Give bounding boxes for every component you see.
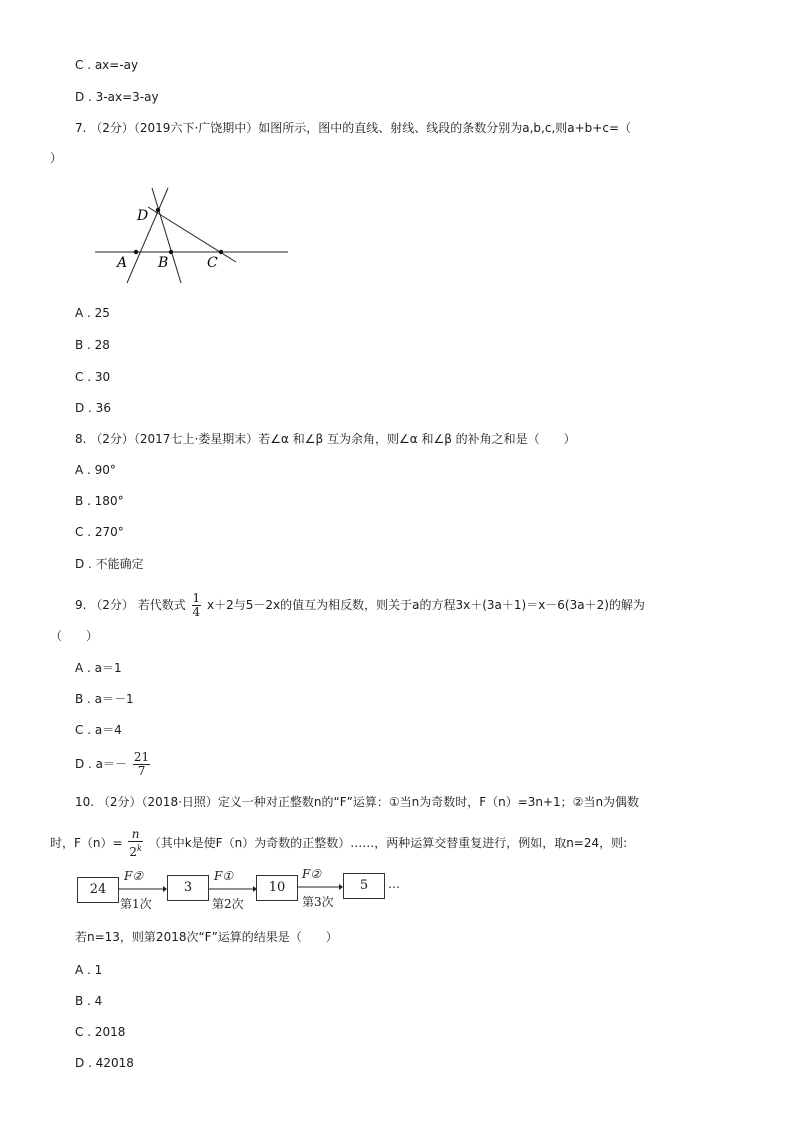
q6-option-c: C . ax=-ay bbox=[75, 58, 139, 72]
q9-option-d-den: 7 bbox=[137, 764, 146, 778]
q7-option-b: B . 28 bbox=[75, 338, 110, 352]
label-d: D bbox=[137, 208, 149, 224]
label-b: B bbox=[158, 255, 169, 271]
flow-box-4: 5 bbox=[343, 873, 385, 899]
q10-line2-suffix: （其中k是使F（n）为奇数的正整数）……，两种运算交替重复进行，例如，取n=24，则: bbox=[148, 836, 628, 850]
flow-box-1: 24 bbox=[77, 877, 119, 903]
flow-step-1: 第1次 bbox=[120, 897, 152, 911]
q7-option-c: C . 30 bbox=[75, 370, 111, 384]
flow-ellipsis: … bbox=[388, 877, 400, 891]
q9-stem-cont: （ ） bbox=[50, 629, 99, 643]
q9-fraction-num: 1 bbox=[192, 591, 201, 605]
q10-fraction-exp: k bbox=[137, 844, 142, 853]
q8-option-b: B . 180° bbox=[75, 494, 124, 508]
q7-option-a: A . 25 bbox=[75, 306, 110, 320]
ray-d-c bbox=[148, 207, 236, 262]
q9-stem-prefix: 9. （2分） 若代数式 bbox=[75, 598, 186, 612]
q7-stem-cont: ） bbox=[50, 151, 63, 165]
q9-option-c: C . a＝4 bbox=[75, 723, 122, 737]
flow-step-2: 第2次 bbox=[212, 897, 244, 911]
q9-fraction-den: 4 bbox=[192, 605, 201, 619]
flow-op-1: F② bbox=[124, 869, 144, 883]
q10-stem: 10. （2分）（2018·日照）定义一种对正整数n的“F”运算：①当n为奇数时，F（n）=3n+1；②当n为偶数 bbox=[75, 795, 640, 809]
q7-option-d: D . 36 bbox=[75, 401, 111, 415]
q9-option-a: A . a＝1 bbox=[75, 661, 122, 675]
q10-option-a: A . 1 bbox=[75, 963, 103, 977]
q10-option-b: B . 4 bbox=[75, 994, 103, 1008]
q10-stem-line2 bbox=[50, 826, 627, 860]
q10-option-c: C . 2018 bbox=[75, 1025, 126, 1039]
q10-fraction-den bbox=[128, 842, 143, 859]
point-b bbox=[169, 250, 173, 254]
q6-option-d: D . 3-ax=3-ay bbox=[75, 90, 159, 104]
q9-option-d-fraction bbox=[133, 751, 150, 778]
q10-fraction-num: n bbox=[128, 828, 143, 842]
flow-box-3: 10 bbox=[256, 875, 298, 901]
q9-stem-suffix: x＋2与5－2x的值互为相反数，则关于a的方程3x＋(3a＋1)＝x－6(3a＋2)的解为 bbox=[207, 598, 645, 612]
label-c: C bbox=[207, 255, 218, 271]
q7-geometry-figure bbox=[90, 183, 295, 288]
point-a bbox=[134, 250, 138, 254]
flow-op-2: F① bbox=[214, 869, 234, 883]
label-a: A bbox=[117, 255, 128, 271]
q10-line2-prefix: 时，F（n）= bbox=[50, 836, 123, 850]
q10-option-d: D . 42018 bbox=[75, 1056, 134, 1070]
flow-arrow-1 bbox=[119, 884, 167, 894]
q10-fraction-base: 2 bbox=[129, 845, 138, 859]
q8-stem: 8. （2分）（2017七上·娄星期末）若∠α 和∠β 互为余角，则∠α 和∠β 的补角之和是（ ） bbox=[75, 432, 576, 446]
flow-arrow-3 bbox=[298, 882, 343, 892]
flow-arrow-2 bbox=[209, 884, 257, 894]
point-c bbox=[219, 250, 223, 254]
point-d bbox=[156, 208, 160, 212]
q9-option-b: B . a＝－1 bbox=[75, 692, 134, 706]
q7-stem: 7. （2分）（2019六下·广饶期中）如图所示，图中的直线、射线、线段的条数分别为a,b,c,则a+b+c=（ bbox=[75, 121, 631, 135]
q9-fraction bbox=[192, 592, 202, 619]
flow-op-3: F② bbox=[302, 867, 322, 881]
flow-box-2: 3 bbox=[167, 875, 209, 901]
q9-stem bbox=[75, 588, 645, 622]
q9-option-d bbox=[75, 748, 152, 780]
flow-step-3: 第3次 bbox=[302, 895, 334, 909]
q8-option-d: D . 不能确定 bbox=[75, 557, 144, 571]
q9-option-d-prefix: D . a＝－ bbox=[75, 757, 128, 771]
q8-option-a: A . 90° bbox=[75, 463, 116, 477]
q9-option-d-num: 21 bbox=[133, 750, 150, 764]
q8-option-c: C . 270° bbox=[75, 525, 124, 539]
q10-stem-line3: 若n=13，则第2018次“F”运算的结果是（ ） bbox=[75, 930, 338, 944]
q10-fraction bbox=[128, 828, 143, 859]
